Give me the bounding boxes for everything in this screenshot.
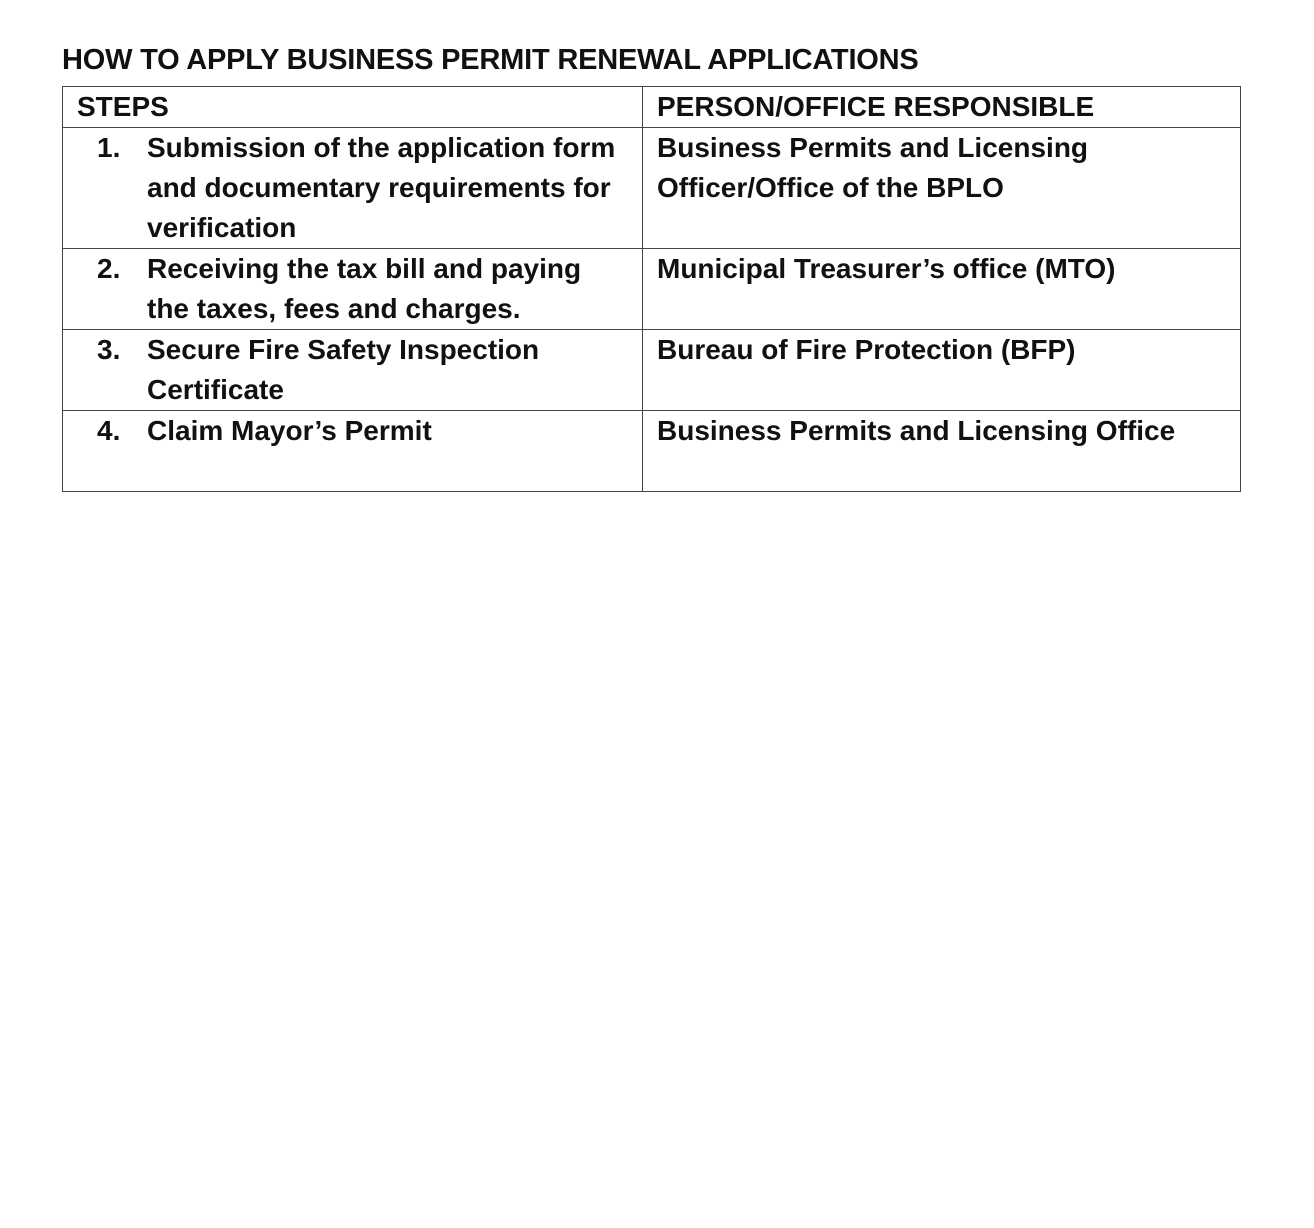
step-number: 4.: [97, 415, 121, 446]
header-responsible: PERSON/OFFICE RESPONSIBLE: [643, 87, 1241, 128]
responsible-cell: Business Permits and Licensing Officer/Office of the BPLO: [643, 128, 1241, 249]
step-cell: [63, 128, 643, 249]
steps-table: [62, 86, 1241, 492]
step-number: 2.: [97, 253, 121, 284]
table-header-row: [63, 87, 1241, 128]
document: [62, 40, 1242, 492]
document-title: HOW TO APPLY BUSINESS PERMIT RENEWAL APPLICATIONS: [62, 44, 919, 76]
step-cell: [63, 411, 643, 492]
table-row: [63, 249, 1241, 330]
step-number: 3.: [97, 334, 121, 365]
header-steps: STEPS: [63, 87, 643, 128]
responsible-cell: Business Permits and Licensing Office: [643, 411, 1241, 492]
step-text: Secure Fire Safety Inspection Certificate: [147, 334, 540, 405]
table-row: [63, 411, 1241, 492]
responsible-cell: Bureau of Fire Protection (BFP): [643, 330, 1241, 411]
step-text: Receiving the tax bill and paying the taxes, fees and charges.: [147, 253, 582, 324]
step-number: 1.: [97, 132, 121, 163]
step-cell: [63, 330, 643, 411]
table-row: [63, 330, 1241, 411]
step-text: Submission of the application form and documentary requirements for verification: [147, 132, 616, 243]
step-cell: [63, 249, 643, 330]
table-row: [63, 128, 1241, 249]
step-text: Claim Mayor’s Permit: [147, 415, 432, 446]
responsible-cell: Municipal Treasurer’s office (MTO): [643, 249, 1241, 330]
